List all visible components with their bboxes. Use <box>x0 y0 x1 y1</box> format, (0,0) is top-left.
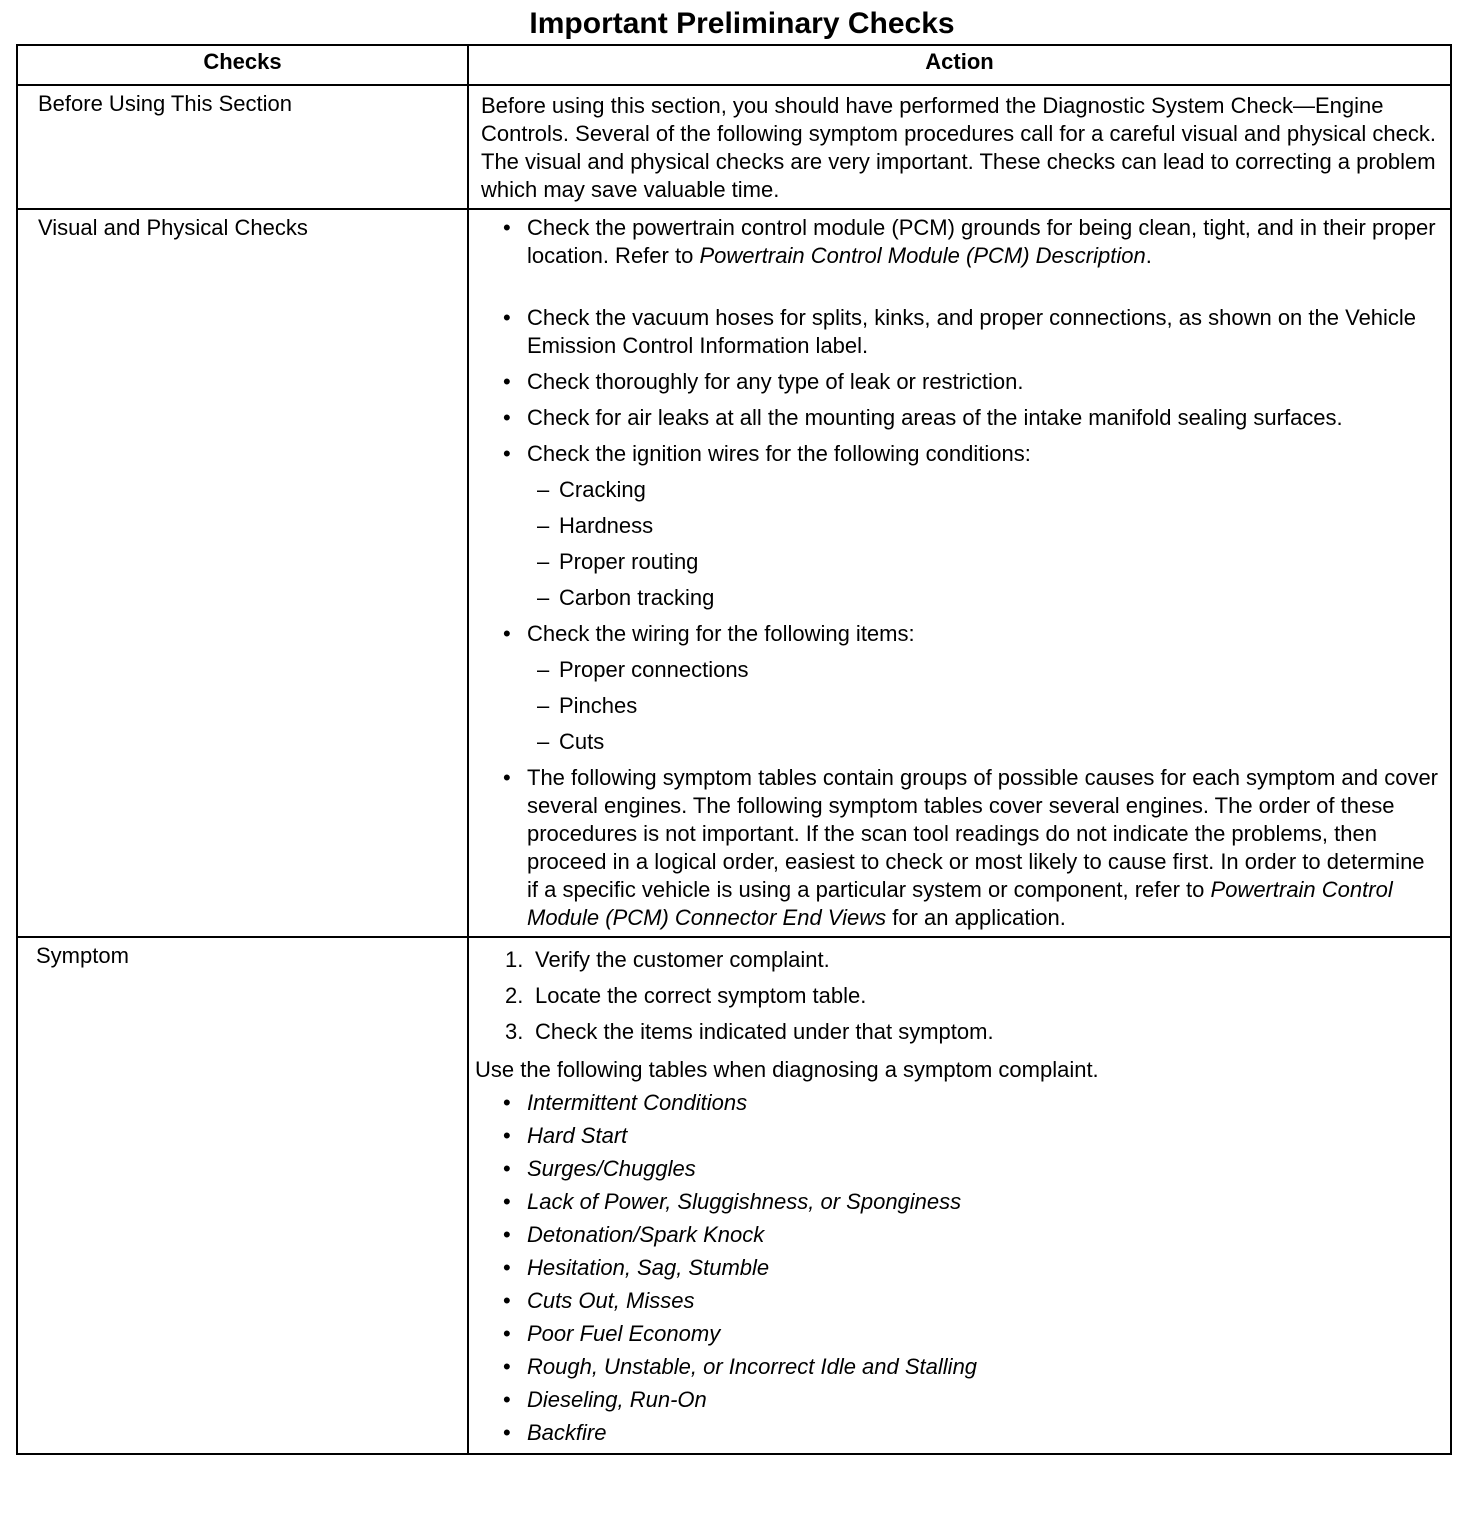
symptom-table-link: • Lack of Power, Sluggishness, or Sponginess <box>527 1185 1440 1218</box>
symptom-tables-list <box>481 1086 1440 1449</box>
symptom-table-link: • Hard Start <box>527 1119 1440 1152</box>
symptom-table-link: • Surges/Chuggles <box>527 1152 1440 1185</box>
list-item <box>527 440 1440 612</box>
action-cell <box>468 937 1451 1454</box>
page-title: Important Preliminary Checks <box>529 7 955 40</box>
use-tables-text: Use the following tables when diagnosing a symptom complaint. <box>475 1057 1099 1082</box>
table-row <box>17 209 1451 937</box>
list-item <box>527 764 1440 932</box>
item-text: for an application. <box>886 905 1066 930</box>
item-text: . <box>1145 243 1152 268</box>
reference-link-text: Powertrain Control Module (PCM) Description <box>699 243 1146 268</box>
sub-list-item: – Carbon tracking <box>559 584 1440 612</box>
item-text: The following symptom tables contain groups of possible causes for each symptom and cover several engines. The following symptom tables cover several engines. The order of these procedures is not important. If the scan tool readings do not indicate the problems, then proceed in a logical order, easiest to check or most likely to cause first. In order to determine if a specific vehicle is using a particular system or component, refer to <box>527 765 1439 902</box>
step-item <box>505 1018 1440 1046</box>
sub-list-item: – Proper connections <box>559 656 1440 684</box>
action-cell <box>468 85 1451 209</box>
table-row <box>17 937 1451 1454</box>
item-text: Check the powertrain control module (PCM) grounds for being clean, tight, and in their proper location. Refer to <box>527 215 1436 268</box>
sub-list-item: – Cracking <box>559 476 1440 504</box>
step-number: 1. <box>505 947 524 972</box>
list-item: • Check thoroughly for any type of leak or restriction. <box>527 368 1440 396</box>
sub-list-item: – Hardness <box>559 512 1440 540</box>
item-text: Check the wiring for the following items: <box>527 621 915 646</box>
list-item: • Check for air leaks at all the mounting areas of the intake manifold sealing surfaces. <box>527 404 1440 432</box>
symptom-table-link: • Poor Fuel Economy <box>527 1317 1440 1350</box>
symptom-table-link: • Detonation/Spark Knock <box>527 1218 1440 1251</box>
step-text: Check the items indicated under that symptom. <box>535 1019 994 1044</box>
preliminary-checks-table <box>16 44 1452 1455</box>
step-text: Locate the correct symptom table. <box>535 983 867 1008</box>
symptom-steps-list <box>481 946 1440 1046</box>
checks-column-header: Checks <box>17 45 468 85</box>
action-cell <box>468 209 1451 937</box>
symptom-table-link: • Backfire <box>527 1416 1440 1449</box>
sub-list-item: – Cuts <box>559 728 1440 756</box>
sub-list-item: – Pinches <box>559 692 1440 720</box>
symptom-table-link: • Dieseling, Run-On <box>527 1383 1440 1416</box>
symptom-table-link: • Rough, Unstable, or Incorrect Idle and Stalling <box>527 1350 1440 1383</box>
ignition-conditions-list <box>527 476 1440 612</box>
visual-checks-list <box>481 214 1440 932</box>
symptom-table-link: • Hesitation, Sag, Stumble <box>527 1251 1440 1284</box>
step-item <box>505 982 1440 1010</box>
header-row <box>17 45 1451 85</box>
check-cell: Visual and Physical Checks <box>17 209 468 937</box>
item-text: Check the ignition wires for the following conditions: <box>527 441 1031 466</box>
action-text: Before using this section, you should have performed the Diagnostic System Check—Engine Controls. Several of the following symptom procedures call for a careful visual and physical check. The visual and physical checks are very important. These checks can lead to correcting a problem which may save valuable time. <box>481 93 1437 202</box>
table-row <box>17 85 1451 209</box>
list-item <box>527 620 1440 756</box>
step-text: Verify the customer complaint. <box>535 947 830 972</box>
check-cell: Symptom <box>17 937 468 1454</box>
step-item <box>505 946 1440 974</box>
action-column-header: Action <box>468 45 1451 85</box>
symptom-table-link: • Intermittent Conditions <box>527 1086 1440 1119</box>
sub-list-item: – Proper routing <box>559 548 1440 576</box>
wiring-items-list <box>527 656 1440 756</box>
check-cell: Before Using This Section <box>17 85 468 209</box>
step-number: 2. <box>505 983 524 1008</box>
list-item <box>527 214 1440 270</box>
reference-link-text: Powertrain Control Module (PCM) Connector End Views <box>527 877 1393 930</box>
symptom-table-link: • Cuts Out, Misses <box>527 1284 1440 1317</box>
list-item: • Check the vacuum hoses for splits, kinks, and proper connections, as shown on the Vehicle Emission Control Information label. <box>527 304 1440 360</box>
step-number: 3. <box>505 1019 524 1044</box>
